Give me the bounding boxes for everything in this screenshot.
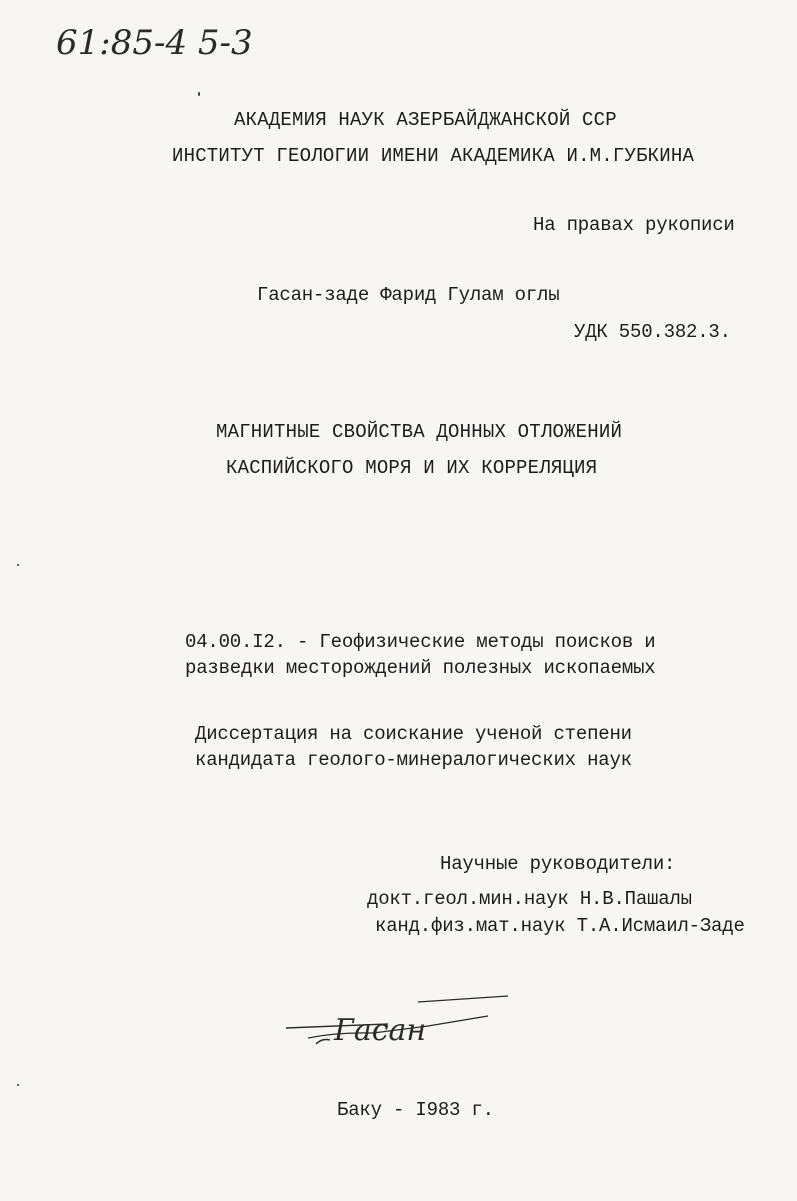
handwritten-archive-note [52,14,312,74]
specialty-line-1: 04.00.I2. - Геофизические методы поисков и [185,631,656,653]
academy-heading: АКАДЕМИЯ НАУК АЗЕРБАЙДЖАНСКОЙ ССР [234,109,617,131]
dissertation-line-2: кандидата геолого-минералогических наук [195,749,632,771]
author-signature [278,988,518,1058]
supervisor-first: докт.геол.мин.наук Н.В.Пашалы [367,888,692,910]
speck-mark [198,92,200,96]
specialty-line-2: разведки месторождений полезных ископаемых [185,657,656,679]
dissertation-line-1: Диссертация на соискание ученой степени [195,723,632,745]
signature-script: Гасан [334,1013,427,1048]
udk-code: УДК 550.382.3. [574,321,731,343]
supervisor-second: канд.физ.мат.наук Т.А.Исмаил-Заде [375,915,745,937]
author-name: Гасан-заде Фарид Гулам оглы [257,284,560,306]
margin-dot [17,1084,19,1086]
margin-dot [17,564,19,566]
place-and-year: Баку - I983 г. [337,1099,494,1121]
institute-heading: ИНСТИТУТ ГЕОЛОГИИ ИМЕНИ АКАДЕМИКА И.М.ГУБКИНА [172,145,695,167]
manuscript-note: На правах рукописи [533,214,735,236]
supervisors-heading: Научные руководители: [440,853,676,875]
title-line-2: КАСПИЙСКОГО МОРЯ И ИХ КОРРЕЛЯЦИЯ [226,457,598,479]
title-line-1: МАГНИТНЫЕ СВОЙСТВА ДОННЫХ ОТЛОЖЕНИЙ [216,421,623,443]
handwritten-archive-note-text: 61:85-4 5-3 [56,23,253,63]
